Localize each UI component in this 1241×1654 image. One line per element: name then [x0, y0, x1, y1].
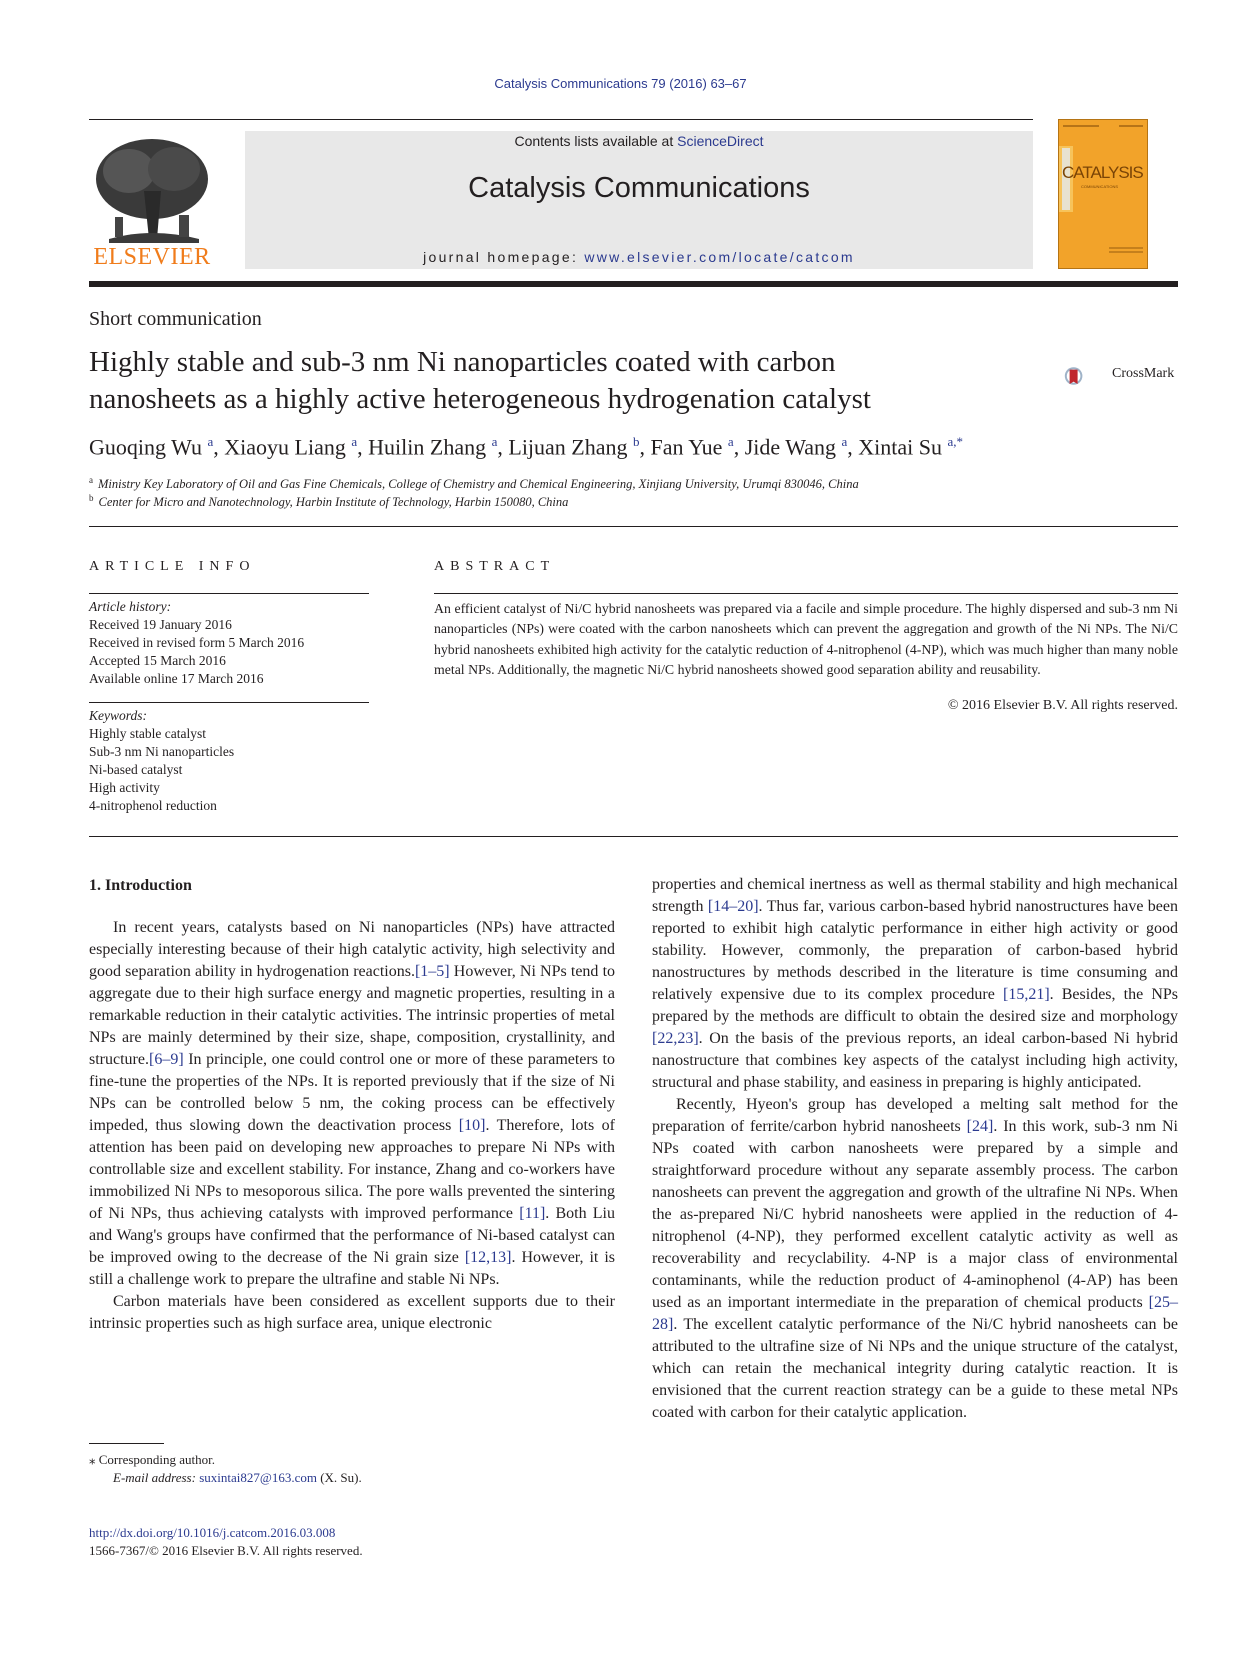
email-label: E-mail address: — [113, 1470, 196, 1485]
author-list: Guoqing Wu $^a$, Xiaoyu Liang $^a$, Huilin Zhang $^a$, Lijuan Zhang $^b$, Fan Yue $^a$, Jide Wang $^a$, Xintai Su $^{a,*}$ — [89, 434, 964, 460]
paragraph — [652, 1094, 1178, 1424]
author-affiliation-mark[interactable]: b — [633, 434, 640, 449]
section-type: Short communication — [89, 308, 262, 330]
journal-title: Catalysis Communications — [468, 172, 810, 204]
body-text: . The excellent catalytic performance of the Ni/C hybrid nanosheets can be attributed to the ultrafine size of Ni NPs and the unique structure of the catalyst, which can retain the mechanical integrity during catalytic reaction. It is envisioned that the current reaction strategy can be a guide to these metal NPs coated with carbon for their catalytic application. — [652, 1316, 1178, 1421]
paragraph — [89, 917, 615, 1291]
author-affiliation-mark[interactable]: a — [351, 434, 358, 449]
footnote-line — [89, 1469, 362, 1487]
author-affiliation-mark[interactable]: a — [207, 434, 214, 449]
keyword: Ni-based catalyst — [89, 762, 183, 777]
citation-link[interactable]: [12,13] — [464, 1249, 512, 1266]
abstract-text: An efficient catalyst of Ni/C hybrid nanosheets was prepared via a facile and simple procedure. The highly dispersed and sub-3 nm Ni nanoparticles (NPs) were coated with the carbon nanosheets which can prevent the aggregation and growth of the Ni NPs. The Ni/C hybrid nanosheets exhibited high activity for the catalytic reduction of 4-nitrophenol (4-NP), which was much higher than many noble metal NPs. Additionally, the magnetic Ni/C hybrid nanosheets showed good separation ability and reusability. — [434, 601, 1178, 677]
section-heading-introduction: 1. Introduction — [89, 877, 192, 894]
email-suffix: (X. Su). — [316, 1470, 362, 1485]
affiliation-mark: a — [89, 475, 93, 485]
affiliation-b — [89, 493, 568, 510]
paragraph: Carbon materials have been considered as excellent supports due to their intrinsic properties such as high surface area, unique electronic — [89, 1293, 615, 1332]
author-affiliation-mark[interactable]: a,* — [947, 434, 964, 449]
body-text: properties and chemical inertness as well as thermal stability and high mechanical strength — [652, 876, 1178, 915]
issn-line: 1566-7367/© 2016 Elsevier B.V. All rights reserved. — [89, 1543, 363, 1558]
email-link[interactable]: suxintai827@163.com — [199, 1470, 317, 1485]
body-text: In recent years, catalysts based on Ni nanoparticles (NPs) have attracted especially interesting because of their high catalytic activity, high selectivity and good separation ability in hydrogenation reactions. — [89, 919, 615, 980]
author-affiliation-mark[interactable]: a — [727, 434, 734, 449]
cover-title: CATALYSIS — [1062, 163, 1143, 182]
sciencedirect-link[interactable]: ScienceDirect — [677, 133, 764, 149]
footnote-star: ⁎ — [89, 1452, 96, 1467]
footnote-rule — [89, 1443, 164, 1444]
journal-reference-link[interactable]: Catalysis Communications 79 (2016) 63–67 — [494, 76, 747, 91]
history-item: Available online 17 March 2016 — [89, 671, 264, 686]
citation-link[interactable]: [1–5] — [414, 963, 450, 980]
body-column-right — [652, 874, 1178, 1424]
body-column-left — [89, 917, 615, 1335]
keyword: High activity — [89, 780, 160, 795]
citation-link[interactable]: [14–20] — [707, 898, 759, 915]
paragraph — [652, 874, 1178, 1094]
abstract-copyright: © 2016 Elsevier B.V. All rights reserved. — [947, 698, 1178, 713]
author[interactable]: Huilin Zhang — [368, 434, 487, 460]
history-item: Accepted 15 March 2016 — [89, 653, 226, 668]
divider — [434, 593, 1178, 594]
corresponding-author-footnote — [89, 1451, 362, 1487]
header-thick-rule — [89, 281, 1178, 287]
affiliation-a — [89, 475, 859, 492]
footnote-corresponding: Corresponding author. — [98, 1452, 216, 1467]
citation-link[interactable]: [25–28] — [652, 1294, 1178, 1333]
citation-link[interactable]: [6–9] — [148, 1051, 184, 1068]
elsevier-wordmark: ELSEVIER — [93, 244, 211, 270]
author[interactable]: Fan Yue — [650, 434, 723, 460]
crossmark-label[interactable]: CrossMark — [1112, 366, 1175, 381]
citation-link[interactable]: [15,21] — [1002, 986, 1050, 1003]
top-rule — [89, 119, 1033, 120]
journal-cover-thumbnail[interactable] — [1058, 119, 1148, 269]
author[interactable]: Jide Wang — [744, 434, 837, 460]
keywords — [89, 707, 234, 815]
body-text: In principle, one could control one or more of these parameters to fine-tune the properties of the NPs. It is reported previously that if the size of Ni NPs can be controlled below 5 nm, the coking process can be effectively impeded, thus slowing down the deactivation process — [89, 1051, 615, 1134]
body-text: . Thus far, various carbon-based hybrid nanostructures have been reported to exhibit high catalytic performance in either high activity or good stability. However, commonly, the preparation of carbon-based hybrid nanostructures by methods described in the literature is time consuming and relatively expensive due to its complex procedure — [652, 898, 1178, 1003]
body-text: . Therefore, lots of attention has been paid on developing new approaches to prepare Ni NPs with controllable size and excellent stability. For instance, Zhang and co-workers have immobilized Ni NPs to mesoporous silica. The pore walls prevented the sintering of Ni NPs, thus achieving catalysts with improved performance — [89, 1117, 615, 1222]
body-text: . Besides, the NPs prepared by the methods are difficult to obtain the desired size and morphology — [652, 986, 1179, 1025]
citation-link[interactable]: [24] — [966, 1118, 994, 1135]
author[interactable]: Xiaoyu Liang — [224, 434, 346, 460]
body-text: Recently, Hyeon's group has developed a melting salt method for the preparation of ferrite/carbon hybrid nanosheets — [652, 1096, 1178, 1135]
keyword: Sub-3 nm Ni nanoparticles — [89, 744, 235, 759]
citation-link[interactable]: [11] — [519, 1205, 546, 1222]
affiliation-mark: b — [89, 493, 94, 503]
contents-line — [245, 131, 1033, 149]
body-text: . On the basis of the previous reports, an ideal carbon-based Ni hybrid nanostructure that combines key aspects of the catalyst including high activity, structural and phase stability, and easiness in preparing is highly anticipated. — [652, 1030, 1178, 1091]
crossmark-icon[interactable] — [1064, 352, 1112, 400]
keyword: 4-nitrophenol reduction — [89, 798, 217, 813]
history-item: Received 19 January 2016 — [89, 617, 232, 632]
footnote-line — [89, 1451, 362, 1469]
article-history — [89, 598, 304, 688]
body-text: . In this work, sub-3 nm Ni NPs coated with carbon nanosheets were prepared by a simple and straightforward procedure without any separate assembly process. The carbon nanosheets can prevent the aggregation and growth of the ultrafine Ni NPs. When the as-prepared Ni/C hybrid nanosheets were applied in the reduction of 4-nitrophenol (4-NP), they performed excellent catalytic activity as well as recoverability and recyclability. 4-NP is a major class of environmental contaminants, while the reduction product of 4-aminophenol (4-AP) has been used as an important intermediate in the preparation of chemical products — [652, 1118, 1178, 1311]
homepage-prefix: journal homepage: — [423, 249, 585, 265]
doi-link[interactable]: http://dx.doi.org/10.1016/j.catcom.2016.03.008 — [89, 1525, 336, 1540]
author-affiliation-mark[interactable]: a — [491, 434, 498, 449]
footer-doi — [89, 1524, 363, 1560]
citation-link[interactable]: [22,23] — [652, 1030, 699, 1047]
body-text: However, Ni NPs tend to aggregate due to their high surface energy and magnetic properties, resulting in a remarkable reduction in their catalytic activities. The intrinsic properties of metal NPs are mainly determined by their size, shape, composition, crystallinity, and structure. — [89, 963, 616, 1068]
cover-subtitle: COMMUNICATIONS — [1081, 184, 1119, 189]
citation-link[interactable]: [10] — [458, 1117, 486, 1134]
abstract-heading: ABSTRACT — [434, 559, 556, 574]
article-title — [89, 344, 989, 418]
contents-prefix: Contents lists available at — [514, 133, 678, 149]
keyword: Highly stable catalyst — [89, 726, 206, 741]
divider — [89, 593, 369, 594]
body-text: . Both Liu and Wang's groups have confirmed that the performance of Ni-based catalyst can be improved owing to the decrease of the Ni grain size — [89, 1205, 615, 1266]
author[interactable]: Guoqing Wu — [89, 434, 202, 460]
history-label: Article history: — [89, 599, 172, 614]
affiliation-text: Ministry Key Laboratory of Oil and Gas Fine Chemicals, College of Chemistry and Chemical Engineering, Xinjiang University, Urumqi 830046, China — [98, 477, 859, 492]
divider — [89, 836, 1178, 837]
history-item: Received in revised form 5 March 2016 — [89, 635, 305, 650]
journal-homepage — [245, 249, 1033, 265]
affiliation-text: Center for Micro and Nanotechnology, Harbin Institute of Technology, Harbin 150080, China — [98, 495, 569, 510]
article-title-line-1: Highly stable and sub-3 nm Ni nanoparticles coated with carbon — [89, 346, 836, 378]
cover-art — [1059, 120, 1148, 269]
homepage-link[interactable]: www.elsevier.com/locate/catcom — [584, 249, 855, 265]
article-title-line-2: nanosheets as a highly active heterogeneous hydrogenation catalyst — [89, 383, 871, 415]
author[interactable]: Lijuan Zhang — [508, 434, 628, 460]
keywords-label: Keywords: — [89, 708, 147, 723]
body-text: . However, it is still a challenge work to prepare the ultrafine and stable Ni NPs. — [89, 1249, 615, 1288]
divider — [89, 702, 369, 703]
author-affiliation-mark[interactable]: a — [841, 434, 848, 449]
article-info-heading: ARTICLE INFO — [89, 559, 256, 574]
author[interactable]: Xintai Su — [858, 434, 943, 460]
divider — [89, 526, 1178, 527]
